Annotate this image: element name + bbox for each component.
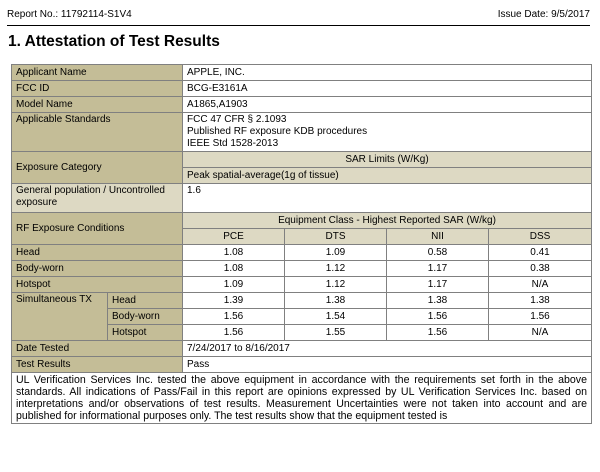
applicant-name-label: Applicant Name bbox=[12, 65, 183, 81]
standard-item: Published RF exposure KDB procedures bbox=[187, 126, 368, 137]
sar-value: 0.38 bbox=[489, 261, 592, 277]
column-header-pce: PCE bbox=[183, 229, 285, 245]
sar-value: 1.54 bbox=[285, 309, 387, 325]
fcc-id-value: BCG-E3161A bbox=[183, 81, 592, 97]
sar-value: 1.38 bbox=[489, 293, 592, 309]
test-results-value: Pass bbox=[183, 357, 592, 373]
applicant-name-value: APPLE, INC. bbox=[183, 65, 592, 81]
sar-value: 1.38 bbox=[387, 293, 489, 309]
sar-value: 1.56 bbox=[387, 325, 489, 341]
fcc-id-label: FCC ID bbox=[12, 81, 183, 97]
sar-value: 1.56 bbox=[489, 309, 592, 325]
attestation-table bbox=[11, 64, 592, 424]
test-results-label: Test Results bbox=[12, 357, 183, 373]
sar-value: 1.17 bbox=[387, 261, 489, 277]
table-row bbox=[12, 277, 592, 293]
sar-value: 1.56 bbox=[387, 309, 489, 325]
table-row bbox=[12, 293, 592, 309]
applicable-standards-value bbox=[183, 113, 592, 152]
sim-row-label-head: Head bbox=[108, 293, 183, 309]
column-header-dss: DSS bbox=[489, 229, 592, 245]
table-row bbox=[12, 113, 592, 152]
sim-row-label-hotspot: Hotspot bbox=[108, 325, 183, 341]
model-name-value: A1865,A1903 bbox=[183, 97, 592, 113]
applicable-standards-label: Applicable Standards bbox=[12, 113, 183, 152]
sar-value: 1.39 bbox=[183, 293, 285, 309]
date-tested-label: Date Tested bbox=[12, 341, 183, 357]
sar-value: N/A bbox=[489, 325, 592, 341]
table-row bbox=[12, 97, 592, 113]
table-row bbox=[12, 261, 592, 277]
simultaneous-tx-label: Simultaneous TX bbox=[12, 293, 108, 341]
column-header-nii: NII bbox=[387, 229, 489, 245]
sar-value: 1.55 bbox=[285, 325, 387, 341]
page-header bbox=[7, 7, 590, 26]
peak-spatial-average: Peak spatial-average(1g of tissue) bbox=[183, 168, 592, 184]
sar-value: 0.41 bbox=[489, 245, 592, 261]
table-row bbox=[12, 213, 592, 229]
sar-value: 0.58 bbox=[387, 245, 489, 261]
issue-date: Issue Date: 9/5/2017 bbox=[497, 9, 590, 20]
general-population-label: General population / Uncontrolled exposure bbox=[12, 184, 183, 213]
disclaimer-text: UL Verification Services Inc. tested the above equipment in accordance with the requirements set forth in the above standards. All indications of Pass/Fail in this report are opinions expressed by UL Verification Services Inc. based on interpretations and/or observations of test results. Measurement Uncertainties were not taken into account and are published for informational purposes only. The test results show that the equipment tested is bbox=[12, 373, 592, 424]
report-number: Report No.: 11792114-S1V4 bbox=[7, 9, 132, 20]
standard-item: FCC 47 CFR § 2.1093 bbox=[187, 114, 287, 125]
sar-value: 1.09 bbox=[183, 277, 285, 293]
section-title: 1. Attestation of Test Results bbox=[8, 33, 220, 50]
sar-limits-header: SAR Limits (W/Kg) bbox=[183, 152, 592, 168]
equipment-class-header: Equipment Class - Highest Reported SAR (W/kg) bbox=[183, 213, 592, 229]
table-row bbox=[12, 184, 592, 213]
general-population-value: 1.6 bbox=[183, 184, 592, 213]
sar-value: 1.38 bbox=[285, 293, 387, 309]
table-row bbox=[12, 152, 592, 168]
column-header-dts: DTS bbox=[285, 229, 387, 245]
table-row bbox=[12, 81, 592, 97]
date-tested-value: 7/24/2017 to 8/16/2017 bbox=[183, 341, 592, 357]
exposure-category-label: Exposure Category bbox=[12, 152, 183, 184]
sar-value: 1.08 bbox=[183, 261, 285, 277]
model-name-label: Model Name bbox=[12, 97, 183, 113]
sar-value: 1.56 bbox=[183, 309, 285, 325]
table-row bbox=[12, 373, 592, 424]
sar-value: 1.56 bbox=[183, 325, 285, 341]
table-row bbox=[12, 65, 592, 81]
sar-value: 1.12 bbox=[285, 277, 387, 293]
sar-value: 1.09 bbox=[285, 245, 387, 261]
sar-value: 1.12 bbox=[285, 261, 387, 277]
table-row bbox=[12, 245, 592, 261]
sar-value: 1.08 bbox=[183, 245, 285, 261]
row-label-hotspot: Hotspot bbox=[12, 277, 183, 293]
table-row bbox=[12, 357, 592, 373]
rf-exposure-conditions-label: RF Exposure Conditions bbox=[12, 213, 183, 245]
row-label-head: Head bbox=[12, 245, 183, 261]
sar-value: 1.17 bbox=[387, 277, 489, 293]
standard-item: IEEE Std 1528-2013 bbox=[187, 138, 279, 149]
row-label-body-worn: Body-worn bbox=[12, 261, 183, 277]
table-row bbox=[12, 341, 592, 357]
sar-value: N/A bbox=[489, 277, 592, 293]
sim-row-label-body-worn: Body-worn bbox=[108, 309, 183, 325]
